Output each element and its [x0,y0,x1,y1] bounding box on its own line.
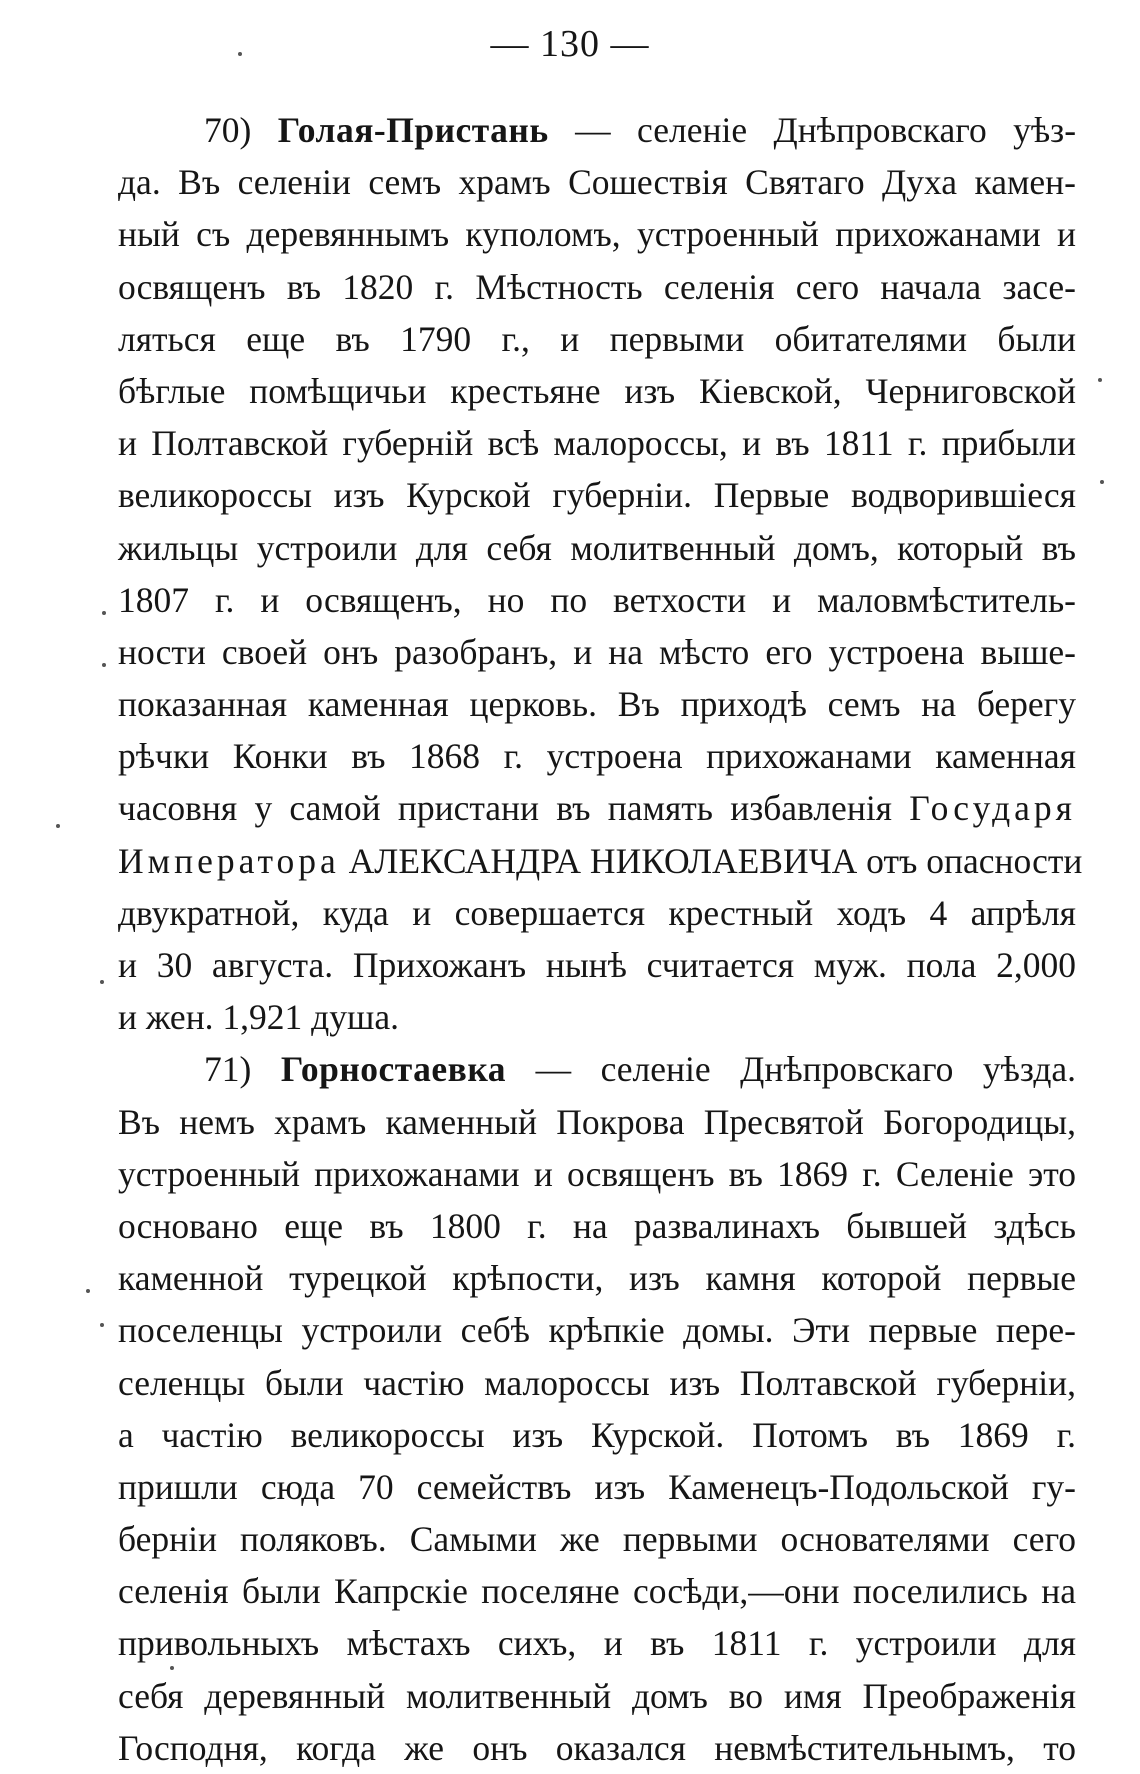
entry-70-line-5: ляться еще въ 1790 г., и первыми обитателями были [118,318,1076,359]
entry-70-line-7: и Полтавской губерній всѣ малороссы, и въ 1811 г. прибыли [118,423,1076,464]
entry-70-line-4: освященъ въ 1820 г. Мѣстность селенія сего начала засе- [118,266,1076,307]
spaced-word-gosudarya: Государя [909,788,1076,829]
entry-70-line-18: и жен. 1,921 душа. [118,997,399,1038]
entry-70-line-14: часовня у самой пристани въ память избавленія Государя [118,788,1076,829]
scan-speck [100,1323,104,1327]
scan-speck [102,611,106,615]
entry-71-line-4: основано еще въ 1800 г. на развалинахъ бывшей здѣсь [118,1205,1076,1246]
entry-71-line-14: Господня, когда же онъ оказался невмѣстительнымъ, то [118,1727,1076,1768]
entry-70-line-17: и 30 августа. Прихожанъ нынѣ считается муж. пола 2,000 [118,945,1076,985]
entry-71-line-2: Въ немъ храмъ каменный Покрова Пресвятой Богородицы, [118,1101,1076,1142]
entry-70-number: 70) [204,110,252,150]
entry-71-line-10: берніи поляковъ. Самыми же первыми основателями сего [118,1519,1076,1560]
page-number: — 130 — [490,23,650,65]
page-text [118,104,1083,1774]
entry-71-line-7: селенцы были частію малороссы изъ Полтавской губерніи, [118,1362,1076,1403]
entry-70-line-6: бѣглые помѣщичьи крестьяне изъ Кіевской, Черниговской [118,370,1076,411]
entry-71-line-9: пришли сюда 70 семействъ изъ Каменецъ-Подольской гу- [118,1466,1076,1507]
entry-70-line-1: 70) Голая-Пристань — селеніе Днѣпровскаго уѣз- [204,110,1077,150]
entry-71-line-11: селенія были Капрскіе поселяне сосѣди,—они поселились на [118,1571,1076,1612]
entry-70-line-15: Императора АЛЕКСАНДРА НИКОЛАЕВИЧА отъ опасности [118,840,1083,881]
entry-70-line-3: ный съ деревяннымъ куполомъ, устроенный прихожанами и [118,214,1076,255]
entry-71-line-5: каменной турецкой крѣпости, изъ камня которой первые [118,1258,1076,1299]
entry-70-title: Голая-Пристань [277,110,549,150]
entry-71-line-6: поселенцы устроили себѣ крѣпкіе домы. Эти первые пере- [118,1310,1076,1351]
entry-71 [118,1043,1076,1774]
scan-speck [86,1289,90,1293]
scan-speck [100,980,104,984]
entry-70-line-2: да. Въ селеніи семъ храмъ Сошествія Святаго Духа камен- [118,162,1076,203]
entry-70-line-12: показанная каменная церковь. Въ приходѣ семъ на берегу [118,684,1076,725]
entry-71-line-12: привольныхъ мѣстахъ сихъ, и въ 1811 г. устроили для [118,1623,1076,1664]
entry-70-line-13: рѣчки Конки въ 1868 г. устроена прихожанами каменная [118,736,1076,777]
scan-speck [170,1666,174,1670]
scan-speck [1098,378,1102,382]
scan-speck [56,824,60,828]
entry-70-line-9: жильцы устроили для себя молитвенный домъ, который въ [118,527,1076,568]
scan-speck [238,52,242,56]
entry-71-line-1: 71) Горностаевка — селеніе Днѣпровскаго уѣзда. [204,1049,1077,1090]
entry-70-line-16: двукратной, куда и совершается крестный ходъ 4 апрѣля [118,892,1076,933]
entry-71-line-3: устроенный прихожанами и освященъ въ 1869 г. Селеніе это [118,1153,1076,1194]
entry-71-number: 71) [204,1049,252,1090]
scan-speck [1100,480,1104,484]
entry-71-line-13: себя деревянный молитвенный домъ во имя Преображенія [118,1675,1076,1716]
entry-70-line-11: ности своей онъ разобранъ, и на мѣсто его устроена выше- [118,631,1076,672]
entry-70 [118,104,1083,1043]
entry-70-line-10: 1807 г. и освященъ, но по ветхости и маловмѣститель- [118,579,1076,620]
entry-71-line-8: а частію великороссы изъ Курской. Потомъ въ 1869 г. [118,1414,1076,1455]
scan-speck [102,663,106,667]
entry-70-line-8: великороссы изъ Курской губерніи. Первые водворившіеся [118,475,1076,516]
spaced-word-imperatora: Императора [118,840,340,881]
entry-71-title: Горностаевка [280,1049,507,1090]
